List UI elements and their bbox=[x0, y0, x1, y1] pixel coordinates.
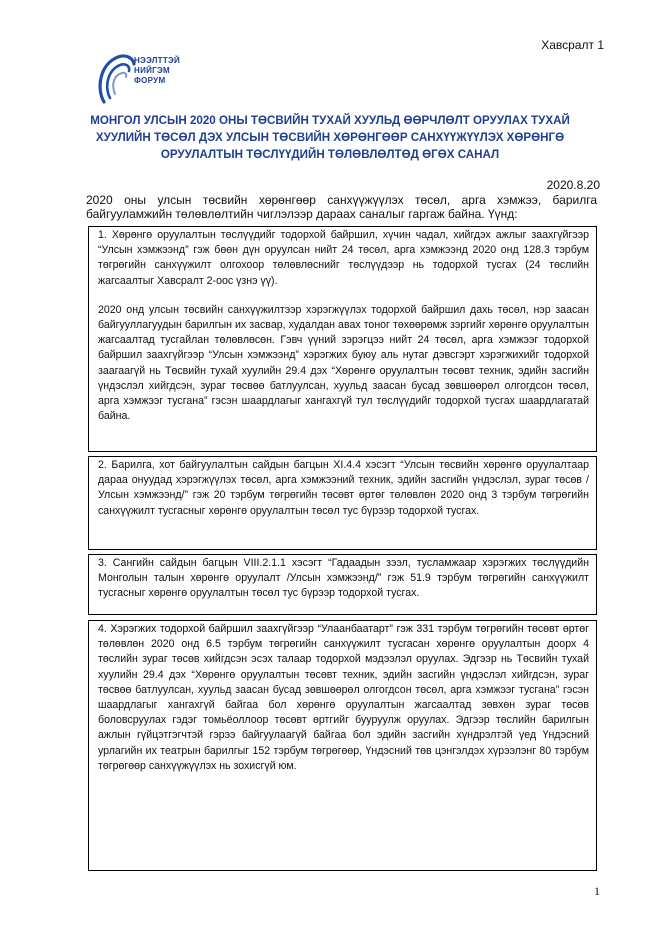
title-line-2: ХУУЛИЙН ТӨСӨЛ ДЭХ УЛСЫН ТӨСВИЙН ХӨРӨНГӨӨР САНХҮҮЖҮҮЛЭХ ХӨРӨНГӨ bbox=[95, 131, 565, 144]
intro-paragraph: 2020 оны улсын төсвийн хөрөнгөөр санхүүжүүлэх төсөл, арга хэмжээ, барилга байгууламжийн төлөвлөлтийн чиглэлээр дараах саналыг гаргаж байна. Үүнд: bbox=[86, 193, 597, 221]
organization-logo bbox=[96, 52, 228, 106]
document-title bbox=[60, 112, 600, 163]
page-number: 1 bbox=[594, 884, 600, 898]
annex-label: Хавсралт 1 bbox=[541, 38, 604, 52]
logo-swirl-icon bbox=[96, 52, 138, 106]
logo-text bbox=[134, 56, 180, 86]
proposal-box-1 bbox=[88, 226, 597, 452]
logo-line-1: НЭЭЛТТЭЙ bbox=[134, 56, 181, 65]
proposal-box-2 bbox=[88, 456, 597, 550]
proposal-box-4 bbox=[88, 620, 597, 871]
document-date: 2020.8.20 bbox=[546, 178, 600, 192]
proposal-box-3 bbox=[88, 554, 597, 615]
proposal-1-paragraph-2: 2020 онд улсын төсвийн санхүүжилтээр хэрэгжүүлэх тодорхой байршил дахь төсөл, нэр заасан байгууллагуудын барилгын их засвар, худалдан авах тоног төхөөрөмж зэргийг хөрөнгө оруулалтын жагсаалтад тусгайлан төлөвлөсөн. Гэвч үүний зэрэгцээ нийт 24 төсөл, арга хэмжээг тодорхой байршил заахгүйгээр “Улсын хэмжээнд” хэрэгжих буюу аль нутаг дэвсгэрт хэрэгжихийг тодорхой заагаагүй нь Төсвийн тухай хуулийн 29.4 дэх “Хөрөнгө оруулалтын төсөвт техник, эдийн засгийн үндэслэл хийгдсэн, зураг төсвөө батлуулсан, хуульд заасан бусад зөвшөөрөл олгогдсон төсөл, арга хэмжээг тусгана” гэсэн шаардлагыг хангахгүй тул төслүүдийг тодорхой тусгах шаардлагатай байна. bbox=[98, 303, 589, 423]
proposal-2-paragraph-1: 2. Барилга, хот байгуулалтын сайдын багцын XI.4.4 хэсэгт “Улсын төсвийн хөрөнгө оруулалтаар дараа онуудад хэрэгжүүлэх төсөл, арга хэмжээний техник, эдийн засгийн үндэслэл, зураг төсөв /Улсын хэмжээнд/” гэж 20 тэрбум төгрөгийн төсөвт өртөг төлөвлөн 2020 онд 3 тэрбум төгрөгийн санхүүжилт тусгасныг хөрөнгө оруулалтын төсөл тус бүрээр тодорхой тусгах. bbox=[98, 459, 589, 517]
proposal-4-paragraph-1: 4. Хэрэгжих тодорхой байршил заахгүйгээр “Улаанбаатарт” гэж 331 тэрбум төгрөгийн төсөвт өртөг төлөвлөн 2020 онд 6.5 тэрбум төгрөгийн санхүүжилт тусгасан хөрөнгө оруулалтын доорх 4 төслийн зураг төсөв хийгдсэн эсэх талаар тодорхой мэдээлэл оруулах. Эдгээр нь Төсвийн тухай хуулийн 29.4 дэх “Хөрөнгө оруулалтын төсөвт техник, эдийн засгийн үндэслэл хийгдсэн, зураг төсвөө батлуулсан, хуульд заасан бусад зөвшөөрөл олгогдсон төсөл, арга хэмжээг тусгана” гэсэн шаардлагыг хангахгүй байгаа бол хөрөнгө оруулалтын жагсаалтад зөвхөн зураг төсөв боловсруулах гэдэг томьёоллоор төсөвт өртгийг бууруулж оруулах. Эдгээр төслийн барилгын ажлын гүйцэтгэгчтэй гэрээ байгуулаагүй байгаа бол эдийн засгийн хүндрэлтэй үед Үндэсний урлагийн их театрын барилгыг 152 тэрбум төгрөгөөр, Үндэсний төв цэнгэлдэх хүрээлэнг 80 тэрбум төгрөгөөр санхүүжүүлэх нь зохисгүй юм. bbox=[98, 623, 589, 772]
title-line-1: МОНГОЛ УЛСЫН 2020 ОНЫ ТӨСВИЙН ТУХАЙ ХУУЛЬД ӨӨРЧЛӨЛТ ОРУУЛАХ ТУХАЙ bbox=[90, 114, 570, 127]
logo-line-2: НИЙГЭМ bbox=[134, 66, 170, 75]
proposal-3-paragraph-1: 3. Сангийн сайдын багцын VIII.2.1.1 хэсэгт “Гадаадын зээл, тусламжаар хэрэгжих төслүүдийн Монголын талын хөрөнгө оруулалт /Улсын хэмжээнд/” гэж 51.9 тэрбум төгрөгийн санхүүжилт тусгасныг хөрөнгө оруулалтын төсөл тус бүрээр тодорхой тусгах. bbox=[98, 557, 589, 600]
title-line-3: ОРУУЛАЛТЫН ТӨСЛҮҮДИЙН ТӨЛӨВЛӨЛТӨД ӨГӨХ САНАЛ bbox=[160, 148, 500, 161]
proposal-1-paragraph-1: 1. Хөрөнгө оруулалтын төслүүдийг тодорхой байршил, хүчин чадал, хийгдэх ажлыг заахгүйгээр “Улсын хэмжээнд” гэж бөөн дүн оруулсан нийт 24 төсөл, арга хэмжээнд 2020 онд 128.3 тэрбум төгрөгийн санхүүжилт олгохоор төлөвлөснийг төслүүдээр нь тодорхой тусгах (24 төслийн жагсаалтыг Хавсралт 2-оос үзнэ үү). bbox=[98, 229, 589, 287]
logo-line-3: ФОРУМ bbox=[134, 76, 166, 85]
